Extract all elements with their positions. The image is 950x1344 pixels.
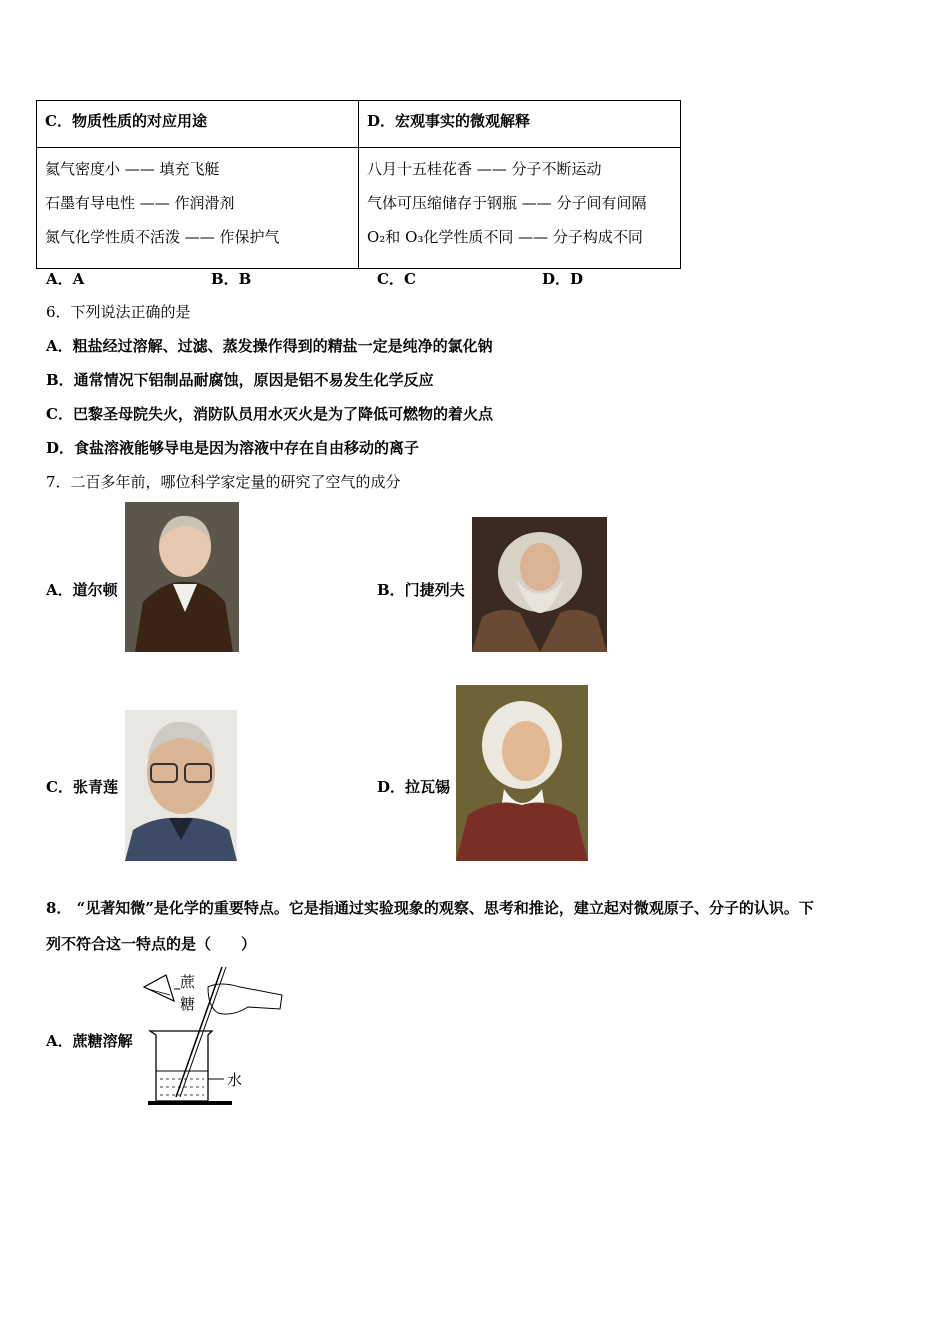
lavoisier-portrait-image [456,685,588,861]
q7-option-c[interactable]: C．张青莲 [46,778,118,796]
q5-option-d[interactable]: D．D [542,270,584,288]
q5-option-c[interactable]: C．C [377,270,416,288]
q7-option-a[interactable]: A．道尔顿 [46,581,118,599]
sugar-label-top: 蔗 [180,973,196,991]
q8-stem-line-1: 8． “见著知微”是化学的重要特点。它是指通过实验现象的观察、思考和推论，建立起对微观原子、分子的认识。下 [46,899,814,917]
sugar-dissolving-diagram [140,965,290,1107]
q7-stem: 7．二百多年前，哪位科学家定量的研究了空气的成分 [46,473,401,491]
beaker-stirring-icon [140,965,290,1107]
q8-option-a[interactable]: A．蔗糖溶解 [46,1032,133,1050]
table-cell-d [359,148,681,269]
table-line: 气体可压缩储存于钢瓶 —— 分子间有间隔 [367,194,647,212]
q7-option-b[interactable]: B．门捷列夫 [377,581,465,599]
q6-option-a[interactable]: A．粗盐经过溶解、过滤、蒸发操作得到的精盐一定是纯净的氯化钠 [46,337,493,355]
q5-option-b[interactable]: B．B [211,270,252,288]
q6-option-c[interactable]: C．巴黎圣母院失火，消防队员用水灭火是为了降低可燃物的着火点 [46,405,493,423]
dalton-portrait-image [125,502,239,652]
q6-option-d[interactable]: D．食盐溶液能够导电是因为溶液中存在自由移动的离子 [46,439,420,457]
q8-stem-line-2: 列不符合这一特点的是（ ） [46,935,257,953]
q6-option-b[interactable]: B．通常情况下铝制品耐腐蚀，原因是铝不易发生化学反应 [46,371,434,389]
table-header-c: C．物质性质的对应用途 [37,101,359,148]
zhang-qinglian-portrait-image [125,710,237,861]
table-cell-c [37,148,359,269]
table-line: 八月十五桂花香 —— 分子不断运动 [367,160,602,178]
comparison-table [36,100,681,269]
water-label: 水 [227,1071,243,1089]
sugar-label-bottom: 糖 [180,995,196,1013]
table-line: 氮气化学性质不活泼 —— 作保护气 [45,228,280,246]
q5-option-a[interactable]: A．A [46,270,85,288]
q6-stem: 6．下列说法正确的是 [46,303,191,321]
table-line: 氦气密度小 —— 填充飞艇 [45,160,220,178]
table-line: 石墨有导电性 —— 作润滑剂 [45,194,235,212]
mendeleev-portrait-image [472,517,607,652]
table-header-d: D．宏观事实的微观解释 [359,101,681,148]
table-line: O₂和 O₃化学性质不同 —— 分子构成不同 [367,228,643,246]
q7-option-d[interactable]: D．拉瓦锡 [377,778,451,796]
